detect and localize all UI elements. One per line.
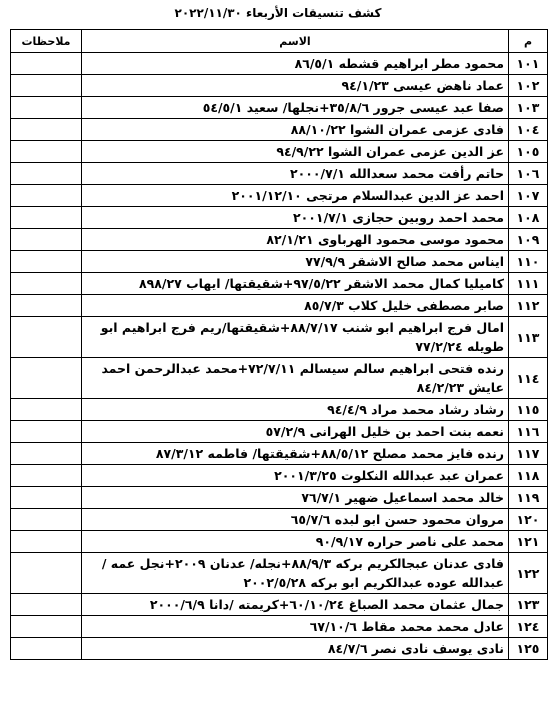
row-number: ١١٧ [509, 443, 548, 465]
row-notes [11, 53, 82, 75]
row-notes [11, 594, 82, 616]
row-number: ١٠١ [509, 53, 548, 75]
header-number: م [509, 30, 548, 53]
row-name: صابر مصطفى خليل كلاب ٨٥/٧/٣ [82, 295, 509, 317]
row-name: خالد محمد اسماعيل ضهير ٧٦/٧/١ [82, 487, 509, 509]
table-row [11, 399, 548, 421]
row-name: محمد على ناصر حراره ٩٠/٩/١٧ [82, 531, 509, 553]
table-row [11, 638, 548, 660]
row-number: ١٠٩ [509, 229, 548, 251]
page-title: كشف تنسيقات الأربعاء ٢٠٢٢/١١/٣٠ [174, 6, 382, 20]
row-name: محمد احمد روبين حجازى ٢٠٠١/٧/١ [82, 207, 509, 229]
table-row [11, 421, 548, 443]
row-number: ١١١ [509, 273, 548, 295]
table-row [11, 251, 548, 273]
row-name: جمال عثمان محمد الصباغ ٦٠/١٠/٢٤+كريمته /دانا ٢٠٠٠/٦/٩ [82, 594, 509, 616]
row-number: ١٠٤ [509, 119, 548, 141]
schedule-table [10, 29, 548, 660]
table-row [11, 229, 548, 251]
header-notes: ملاحظات [11, 30, 82, 53]
row-notes [11, 553, 82, 594]
table-row [11, 119, 548, 141]
row-name: امال فرج ابراهيم ابو شنب ٨٨/٧/١٧+شقيقتها/ريم فرج ابراهيم ابو طويله ٧٧/٢/٢٤ [82, 317, 509, 358]
row-notes [11, 399, 82, 421]
table-row [11, 616, 548, 638]
row-number: ١١٢ [509, 295, 548, 317]
row-notes [11, 207, 82, 229]
table-row [11, 594, 548, 616]
row-number: ١٠٣ [509, 97, 548, 119]
row-name: عادل محمد محمد مقاط ٦٧/١٠/٦ [82, 616, 509, 638]
row-name: رنده فتحى ابراهيم سالم سيسالم ٧٢/٧/١١+محمد عبدالرحمن احمد عايش ٨٤/٢/٢٣ [82, 358, 509, 399]
row-notes [11, 185, 82, 207]
row-name: مروان محمود حسن ابو لبده ٦٥/٧/٦ [82, 509, 509, 531]
row-notes [11, 531, 82, 553]
row-number: ١١٤ [509, 358, 548, 399]
row-notes [11, 229, 82, 251]
row-notes [11, 295, 82, 317]
table-row [11, 97, 548, 119]
row-number: ١٢٠ [509, 509, 548, 531]
table-row [11, 531, 548, 553]
row-number: ١١٨ [509, 465, 548, 487]
row-notes [11, 465, 82, 487]
row-name: ايناس محمد صالح الاشقر ٧٧/٩/٩ [82, 251, 509, 273]
table-row [11, 317, 548, 358]
row-name: فادى عزمى عمران الشوا ٨٨/١٠/٢٢ [82, 119, 509, 141]
row-name: فادى عدنان عبجالكريم بركه ٨٨/٩/٣+نجله/ عدنان ٢٠٠٩+نجل عمه /عبدالله عوده عبدالكريم ابو بركه ٢٠٠٢/٥/٢٨ [82, 553, 509, 594]
table-row [11, 141, 548, 163]
table-row [11, 207, 548, 229]
table-row [11, 163, 548, 185]
header-name: الاسم [82, 30, 509, 53]
row-notes [11, 75, 82, 97]
row-number: ١٢٤ [509, 616, 548, 638]
table-row [11, 553, 548, 594]
table-row [11, 75, 548, 97]
row-notes [11, 358, 82, 399]
row-notes [11, 616, 82, 638]
table-row [11, 443, 548, 465]
row-number: ١١٣ [509, 317, 548, 358]
row-notes [11, 487, 82, 509]
row-notes [11, 163, 82, 185]
row-name: عمران عبد عبدالله النكلوت ٢٠٠١/٣/٢٥ [82, 465, 509, 487]
row-number: ١١٦ [509, 421, 548, 443]
row-notes [11, 421, 82, 443]
table-row [11, 295, 548, 317]
row-number: ١٠٧ [509, 185, 548, 207]
row-number: ١٠٢ [509, 75, 548, 97]
table-row [11, 509, 548, 531]
row-notes [11, 141, 82, 163]
row-name: حاتم رأفت محمد سعدالله ٢٠٠٠/٧/١ [82, 163, 509, 185]
row-notes [11, 251, 82, 273]
row-name: كاميليا كمال محمد الاشقر ٩٧/٥/٢٢+شقيقتها/ ايهاب ٨٩٨/٢٧ [82, 273, 509, 295]
table-row [11, 53, 548, 75]
row-name: رنده فايز محمد مصلح ٨٨/٥/١٢+شقيقتها/ فاطمه ٨٧/٣/١٢ [82, 443, 509, 465]
table-row [11, 273, 548, 295]
row-notes [11, 443, 82, 465]
row-notes [11, 97, 82, 119]
row-name: محمود مطر ابراهيم قشطه ٨٦/٥/١ [82, 53, 509, 75]
row-name: صفا عبد عيسى جرور ٣٥/٨/٦+نجلها/ سعيد ٥٤/٥/١ [82, 97, 509, 119]
table-row [11, 487, 548, 509]
row-name: نعمه بنت احمد بن خليل الهرانى ٥٧/٢/٩ [82, 421, 509, 443]
row-notes [11, 119, 82, 141]
row-number: ١٠٨ [509, 207, 548, 229]
row-number: ١١٥ [509, 399, 548, 421]
row-name: رشاد رشاد محمد مراد ٩٤/٤/٩ [82, 399, 509, 421]
table-header-row [11, 30, 548, 53]
row-number: ١١٠ [509, 251, 548, 273]
row-number: ١٢٢ [509, 553, 548, 594]
table-row [11, 185, 548, 207]
row-number: ١١٩ [509, 487, 548, 509]
row-number: ١٢١ [509, 531, 548, 553]
row-notes [11, 317, 82, 358]
row-name: احمد عز الدين عبدالسلام مرتجى ٢٠٠١/١٢/١٠ [82, 185, 509, 207]
row-name: نادى يوسف نادى نصر ٨٤/٧/٦ [82, 638, 509, 660]
row-number: ١٠٦ [509, 163, 548, 185]
row-name: عز الدين عزمى عمران الشوا ٩٤/٩/٢٢ [82, 141, 509, 163]
table-row [11, 358, 548, 399]
row-name: عماد ناهض عيسى ٩٤/١/٢٣ [82, 75, 509, 97]
row-notes [11, 638, 82, 660]
row-notes [11, 509, 82, 531]
row-number: ١٠٥ [509, 141, 548, 163]
row-number: ١٢٣ [509, 594, 548, 616]
row-name: محمود موسى محمود الهرباوى ٨٢/١/٢١ [82, 229, 509, 251]
table-row [11, 465, 548, 487]
row-number: ١٢٥ [509, 638, 548, 660]
row-notes [11, 273, 82, 295]
